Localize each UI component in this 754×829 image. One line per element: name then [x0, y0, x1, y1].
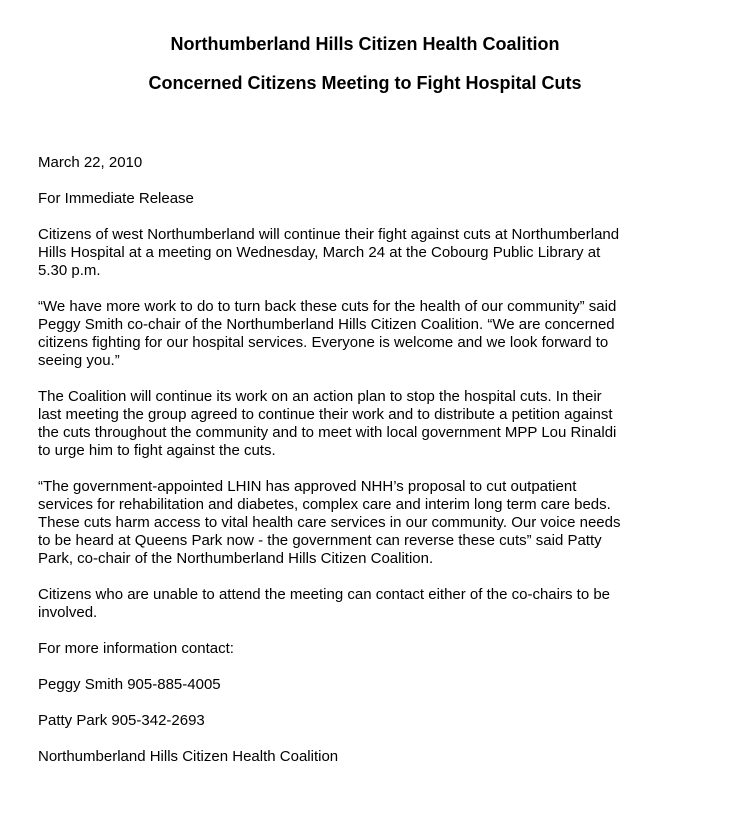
closing-organization: Northumberland Hills Citizen Health Coalition [38, 748, 339, 765]
paragraph-patty-park-quote: “The government-appointed LHIN has approved NHH’s proposal to cut outpatient services for rehabilitation and diabetes, complex care and interim long term care beds. These cuts harm access to vital health care services in our community. Our voice needs to be heard at Queens Park now - the government can reverse these cuts” said Patty Park, co-chair of the Northumberland Hills Citizen Coalition. [38, 478, 621, 567]
contact-patty-park: Patty Park 905-342-2693 [38, 712, 205, 729]
contact-intro: For more information contact: [38, 640, 234, 657]
paragraph-meeting-announcement: Citizens of west Northumberland will continue their fight against cuts at Northumberland Hills Hospital at a meeting on Wednesday, March 24 at the Cobourg Public Library at 5.30 p.m. [38, 226, 620, 279]
document-header [0, 33, 730, 94]
contact-peggy-smith: Peggy Smith 905-885-4005 [38, 676, 221, 693]
release-type: For Immediate Release [38, 190, 194, 207]
release-date: March 22, 2010 [38, 154, 143, 171]
paragraph-contact-co-chairs: Citizens who are unable to attend the meeting can contact either of the co-chairs to be involved. [38, 586, 611, 621]
headline-title: Concerned Citizens Meeting to Fight Hospital Cuts [148, 73, 582, 93]
paragraph-peggy-smith-quote: “We have more work to do to turn back these cuts for the health of our community” said Peggy Smith co-chair of the Northumberland Hills Citizen Coalition. “We are concerned citizens fighting for our hospital services. Everyone is welcome and we look forward to seeing you.” [38, 298, 617, 369]
organization-title: Northumberland Hills Citizen Health Coalition [170, 34, 560, 54]
press-release-body [38, 154, 708, 766]
paragraph-action-plan: The Coalition will continue its work on an action plan to stop the hospital cuts. In their last meeting the group agreed to continue their work and to distribute a petition against the cuts throughout the community and to meet with local government MPP Lou Rinaldi to urge him to fight against the cuts. [38, 388, 617, 459]
